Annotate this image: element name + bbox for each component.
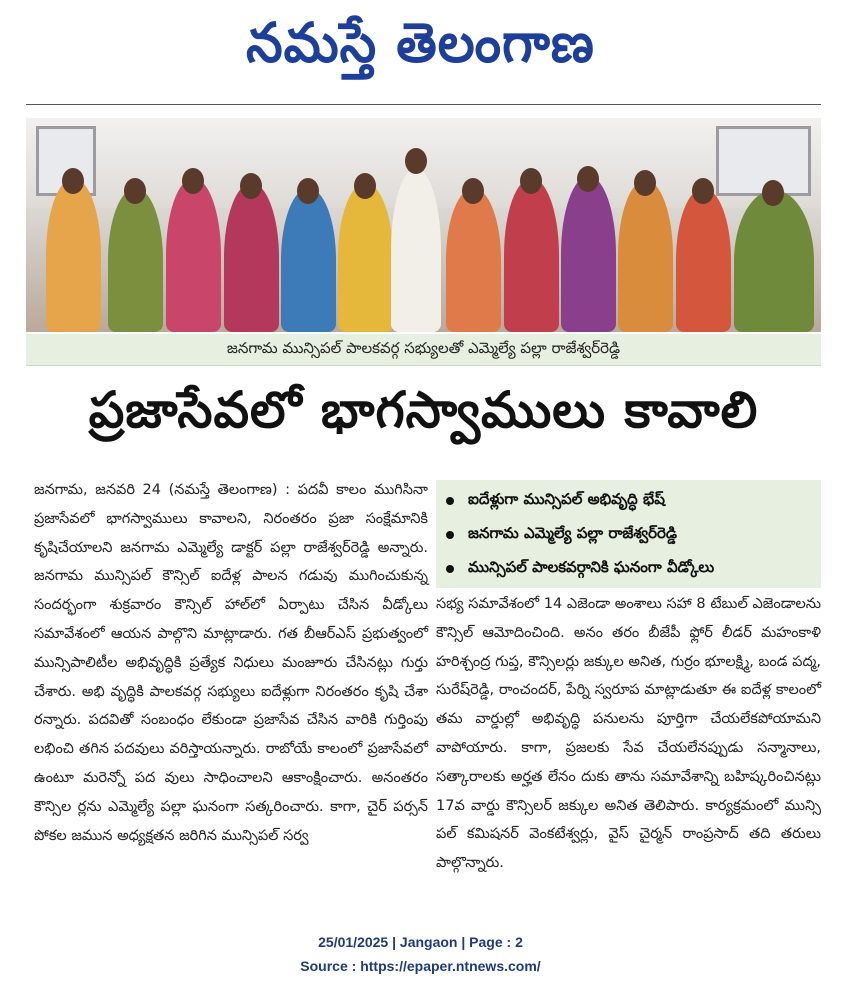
highlight-item — [446, 484, 821, 518]
bullet-icon — [446, 497, 454, 505]
photo-caption: జనగామ మున్సిపల్ పాలకవర్గ సభ్యులతో ఎమ్మెల్యే పల్లా రాజేశ్వర్‌రెడ్డి — [226, 338, 621, 357]
bullet-icon — [446, 565, 454, 573]
highlight-item — [446, 518, 821, 552]
highlight-item — [446, 552, 821, 586]
highlights-box — [436, 480, 821, 588]
header-divider — [26, 104, 821, 105]
headline — [26, 376, 821, 456]
photo-caption-bar — [26, 334, 821, 366]
footer-source-link[interactable]: Source : https://epaper.ntnews.com/ — [300, 958, 541, 974]
footer-edition: 25/01/2025 | Jangaon | Page : 2 — [318, 934, 523, 950]
highlight-text: జనగామ ఎమ్మెల్యే పల్లా రాజేశ్వర్‌రెడ్డి — [468, 524, 677, 542]
article-right-column — [436, 590, 821, 878]
highlight-text: మున్సిపల్ పాలకవర్గానికి ఘనంగా వీడ్కోలు — [468, 558, 715, 576]
article-left-column — [34, 476, 428, 850]
article-text-right: సభ్య సమావేశంలో 14 ఎజెండా అంశాలు సహా 8 టేబుల్ ఎజెండాలను కౌన్సిల్ ఆమోదించింది. అనం తరం బీజేపీ ఫ్లోర్ లీడర్ మహంకాళి హరిశ్చంద్ర గుప్త, కౌన్సిలర్లు జక్కుల అనిత, గుర్రం భూలక్ష్మి, బండ పద్మ, సురేష్‌రెడ్డి, రాంచందర్, పేర్ని స్వరూప మాట్లాడుతూ ఈ ఐదేళ్ల కాలంలో తమ వార్డుల్లో అభివృద్ధి పనులను పూర్తిగా చేయలేకపోయామని వాపోయారు. కాగా, ప్రజలకు సేవ చేయలేనప్పుడు సన్మానాలు, సత్కారాలకు అర్హత లేనం దుకు తాను సమావేశాన్ని బహిష్కరించినట్లు 17వ వార్డు కౌన్సిలర్ జక్కుల అనిత తెలిపారు. కార్యక్రమంలో మున్సి పల్ కమిషనర్ వెంకటేశ్వర్లు, వైస్ చైర్మన్ రాంప్రసాద్ తది తరులు పాల్గొన్నారు. — [436, 596, 821, 872]
headline-text: ప్రజాసేవలో భాగస్వాములు కావాలి — [88, 380, 759, 439]
highlight-text: ఐదేళ్లుగా మున్సిపల్ అభివృద్ధి భేష్ — [468, 490, 665, 508]
newspaper-title: నమస్తే తెలంగాణ — [246, 11, 595, 75]
masthead — [0, 0, 841, 100]
article-text-left: జనగామ, జనవరి 24 (నమస్తే తెలంగాణ) : పదవీ కాలం ముగిసినా ప్రజాసేవలో భాగస్వాములు కావాలని, నిరంతరం ప్రజా సంక్షేమానికి కృషిచేయాలని జనగామ ఎమ్మెల్యే డాక్టర్ పల్లా రాజేశ్వర్‌రెడ్డి అన్నారు. జనగామ మున్సిపల్ కౌన్సిల్ ఐదేళ్ల పాలన గడువు ముగించుకున్న సందర్భంగా శుక్రవారం కౌన్సిల్ హాల్‌లో ఏర్పాటు చేసిన వీడ్కోలు సమావేశంలో ఆయన పాల్గొని మాట్లాడారు. గత బీఆర్‌ఎస్ ప్రభుత్వంలో మున్సిపాలిటీల అభివృద్ధికి ప్రత్యేక నిధులు మంజూరు చేసినట్లు గుర్తు చేశారు. అభి వృద్ధికి పాలకవర్గ సభ్యులు ఐదేళ్లుగా నిరంతరం కృషి చేశా రన్నారు. పదవితో సంబంధం లేకుండా ప్రజాసేవ చేసిన వారికి గుర్తింపు లభించి తగిన పదవులు వరిస్తాయన్నారు. రాబోయే కాలంలో ప్రజాసేవలో ఉంటూ మరెన్నో పద వులు సాధించాలని ఆకాంక్షించారు. అనంతరం కౌన్సిల ర్లను ఎమ్మెల్యే పల్లా ఘనంగా సత్కరించారు. కాగా, చైర్ పర్సన్ పోకల జమున అధ్యక్షతన జరిగిన మున్సిపల్ సర్వ — [34, 482, 428, 844]
bullet-icon — [446, 531, 454, 539]
news-photo — [26, 118, 821, 332]
